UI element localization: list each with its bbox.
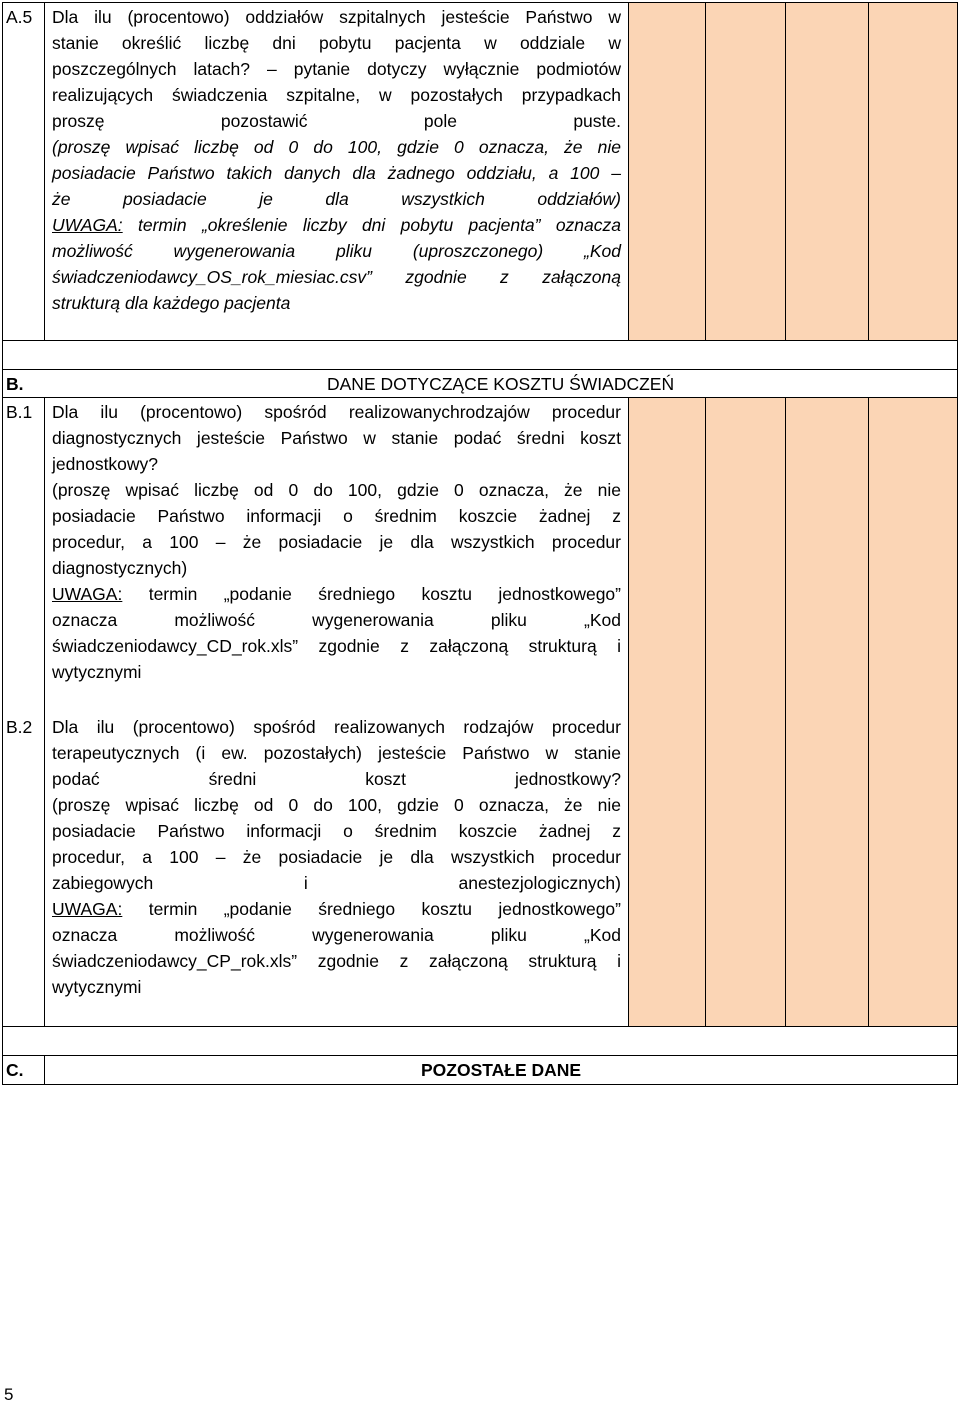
uwaga-line: świadczeniodawcy_OS_rok_miesiac.csv” zgodnie z załączoną: [52, 267, 621, 287]
table-border: [868, 397, 869, 1027]
uwaga-text: termin „określenie liczby dni pobytu pacjenta” oznacza: [122, 215, 621, 235]
uwaga-label: UWAGA:: [52, 899, 123, 919]
section-number-c: C.: [6, 1060, 24, 1080]
table-border: [2, 369, 958, 370]
table-border: [44, 2, 45, 341]
question-line: podać średni koszt jednostkowy?: [52, 769, 621, 789]
uwaga-line: [52, 212, 621, 238]
table-border: [2, 1084, 958, 1085]
table-border: [2, 340, 958, 341]
uwaga-label: UWAGA:: [52, 584, 123, 604]
table-border: [868, 2, 869, 341]
uwaga-line: świadczeniodawcy_CD_rok.xls” zgodnie z załączoną strukturą i: [52, 636, 621, 656]
note-line: posiadacie Państwo takich danych dla żadnego oddziału, a 100 –: [52, 163, 621, 183]
question-line: terapeutycznych (i ew. pozostałych) jesteście Państwo w stanie: [52, 743, 621, 763]
note-line: (proszę wpisać liczbę od 0 do 100, gdzie 0 oznacza, że nie: [52, 795, 621, 815]
note-line: posiadacie Państwo informacji o średnim koszcie żadnej z: [52, 821, 621, 841]
answer-cell-a5[interactable]: [629, 2, 957, 340]
question-line: poszczególnych latach? – pytanie dotyczy wyłącznie podmiotów: [52, 59, 621, 79]
note-line: posiadacie Państwo informacji o średnim koszcie żadnej z: [52, 506, 621, 526]
row-number-a5: A.5: [6, 7, 33, 27]
question-a5: [52, 4, 621, 316]
table-border: [2, 1026, 958, 1027]
section-title-b: DANE DOTYCZĄCE KOSZTU ŚWIADCZEŃ: [327, 374, 675, 394]
question-line: diagnostycznych jesteście Państwo w stanie podać średni koszt: [52, 428, 621, 448]
question-b1: [52, 399, 621, 685]
section-title-c: POZOSTAŁE DANE: [421, 1060, 582, 1080]
uwaga-line: strukturą dla każdego pacjenta: [52, 293, 291, 313]
page-number: 5: [4, 1385, 14, 1404]
note-line: zabiegowych i anestezjologicznych): [52, 873, 621, 893]
table-border: [44, 397, 45, 1027]
table-border: [705, 2, 706, 341]
uwaga-line: wytycznymi: [52, 977, 142, 997]
uwaga-line: [52, 896, 621, 922]
uwaga-line: świadczeniodawcy_CP_rok.xls” zgodnie z załączoną strukturą i: [52, 951, 621, 971]
question-line: Dla ilu (procentowo) oddziałów szpitalnych jesteście Państwo w: [52, 7, 621, 27]
answer-cell-b1[interactable]: [629, 398, 957, 1026]
table-border: [628, 2, 629, 341]
note-line: diagnostycznych): [52, 558, 188, 578]
question-b2: [52, 714, 621, 1000]
note-line: procedur, a 100 – że posiadacie je dla wszystkich procedur: [52, 532, 621, 552]
uwaga-line: oznacza możliwość wygenerowania pliku „Kod: [52, 925, 621, 945]
table-border: [2, 2, 958, 3]
uwaga-line: możliwość wygenerowania pliku (uproszczonego) „Kod: [52, 241, 621, 261]
note-line: (proszę wpisać liczbę od 0 do 100, gdzie 0 oznacza, że nie: [52, 480, 621, 500]
table-border: [2, 1055, 958, 1056]
table-border: [957, 2, 958, 1085]
question-line: realizujących świadczenia szpitalne, w pozostałych przypadkach: [52, 85, 621, 105]
uwaga-line: oznacza możliwość wygenerowania pliku „Kod: [52, 610, 621, 630]
note-line: że posiadacie je dla wszystkich oddziałów): [52, 189, 621, 209]
table-border: [628, 397, 629, 1027]
table-border: [705, 397, 706, 1027]
question-line: proszę pozostawić pole puste.: [52, 111, 621, 131]
question-line: jednostkowy?: [52, 454, 159, 474]
question-line: Dla ilu (procentowo) spośród realizowanych rodzajów procedur: [52, 717, 621, 737]
note-line: (proszę wpisać liczbę od 0 do 100, gdzie 0 oznacza, że nie: [52, 137, 621, 157]
section-number-b: B.: [6, 374, 24, 394]
uwaga-line: [52, 581, 621, 607]
table-border: [785, 397, 786, 1027]
row-number-b2: B.2: [6, 717, 33, 737]
uwaga-text: termin „podanie średniego kosztu jednostkowego”: [122, 584, 621, 604]
row-number-b1: B.1: [6, 402, 33, 422]
question-line: stanie określić liczbę dni pobytu pacjenta w oddziale w: [52, 33, 621, 53]
note-line: procedur, a 100 – że posiadacie je dla wszystkich procedur: [52, 847, 621, 867]
table-border: [785, 2, 786, 341]
table-border: [2, 397, 958, 398]
table-border: [2, 2, 3, 1085]
table-border: [44, 1055, 45, 1085]
uwaga-text: termin „podanie średniego kosztu jednostkowego”: [122, 899, 621, 919]
uwaga-line: wytycznymi: [52, 662, 142, 682]
question-line: Dla ilu (procentowo) spośród realizowanychrodzajów procedur: [52, 402, 621, 422]
uwaga-label: UWAGA:: [52, 215, 123, 235]
